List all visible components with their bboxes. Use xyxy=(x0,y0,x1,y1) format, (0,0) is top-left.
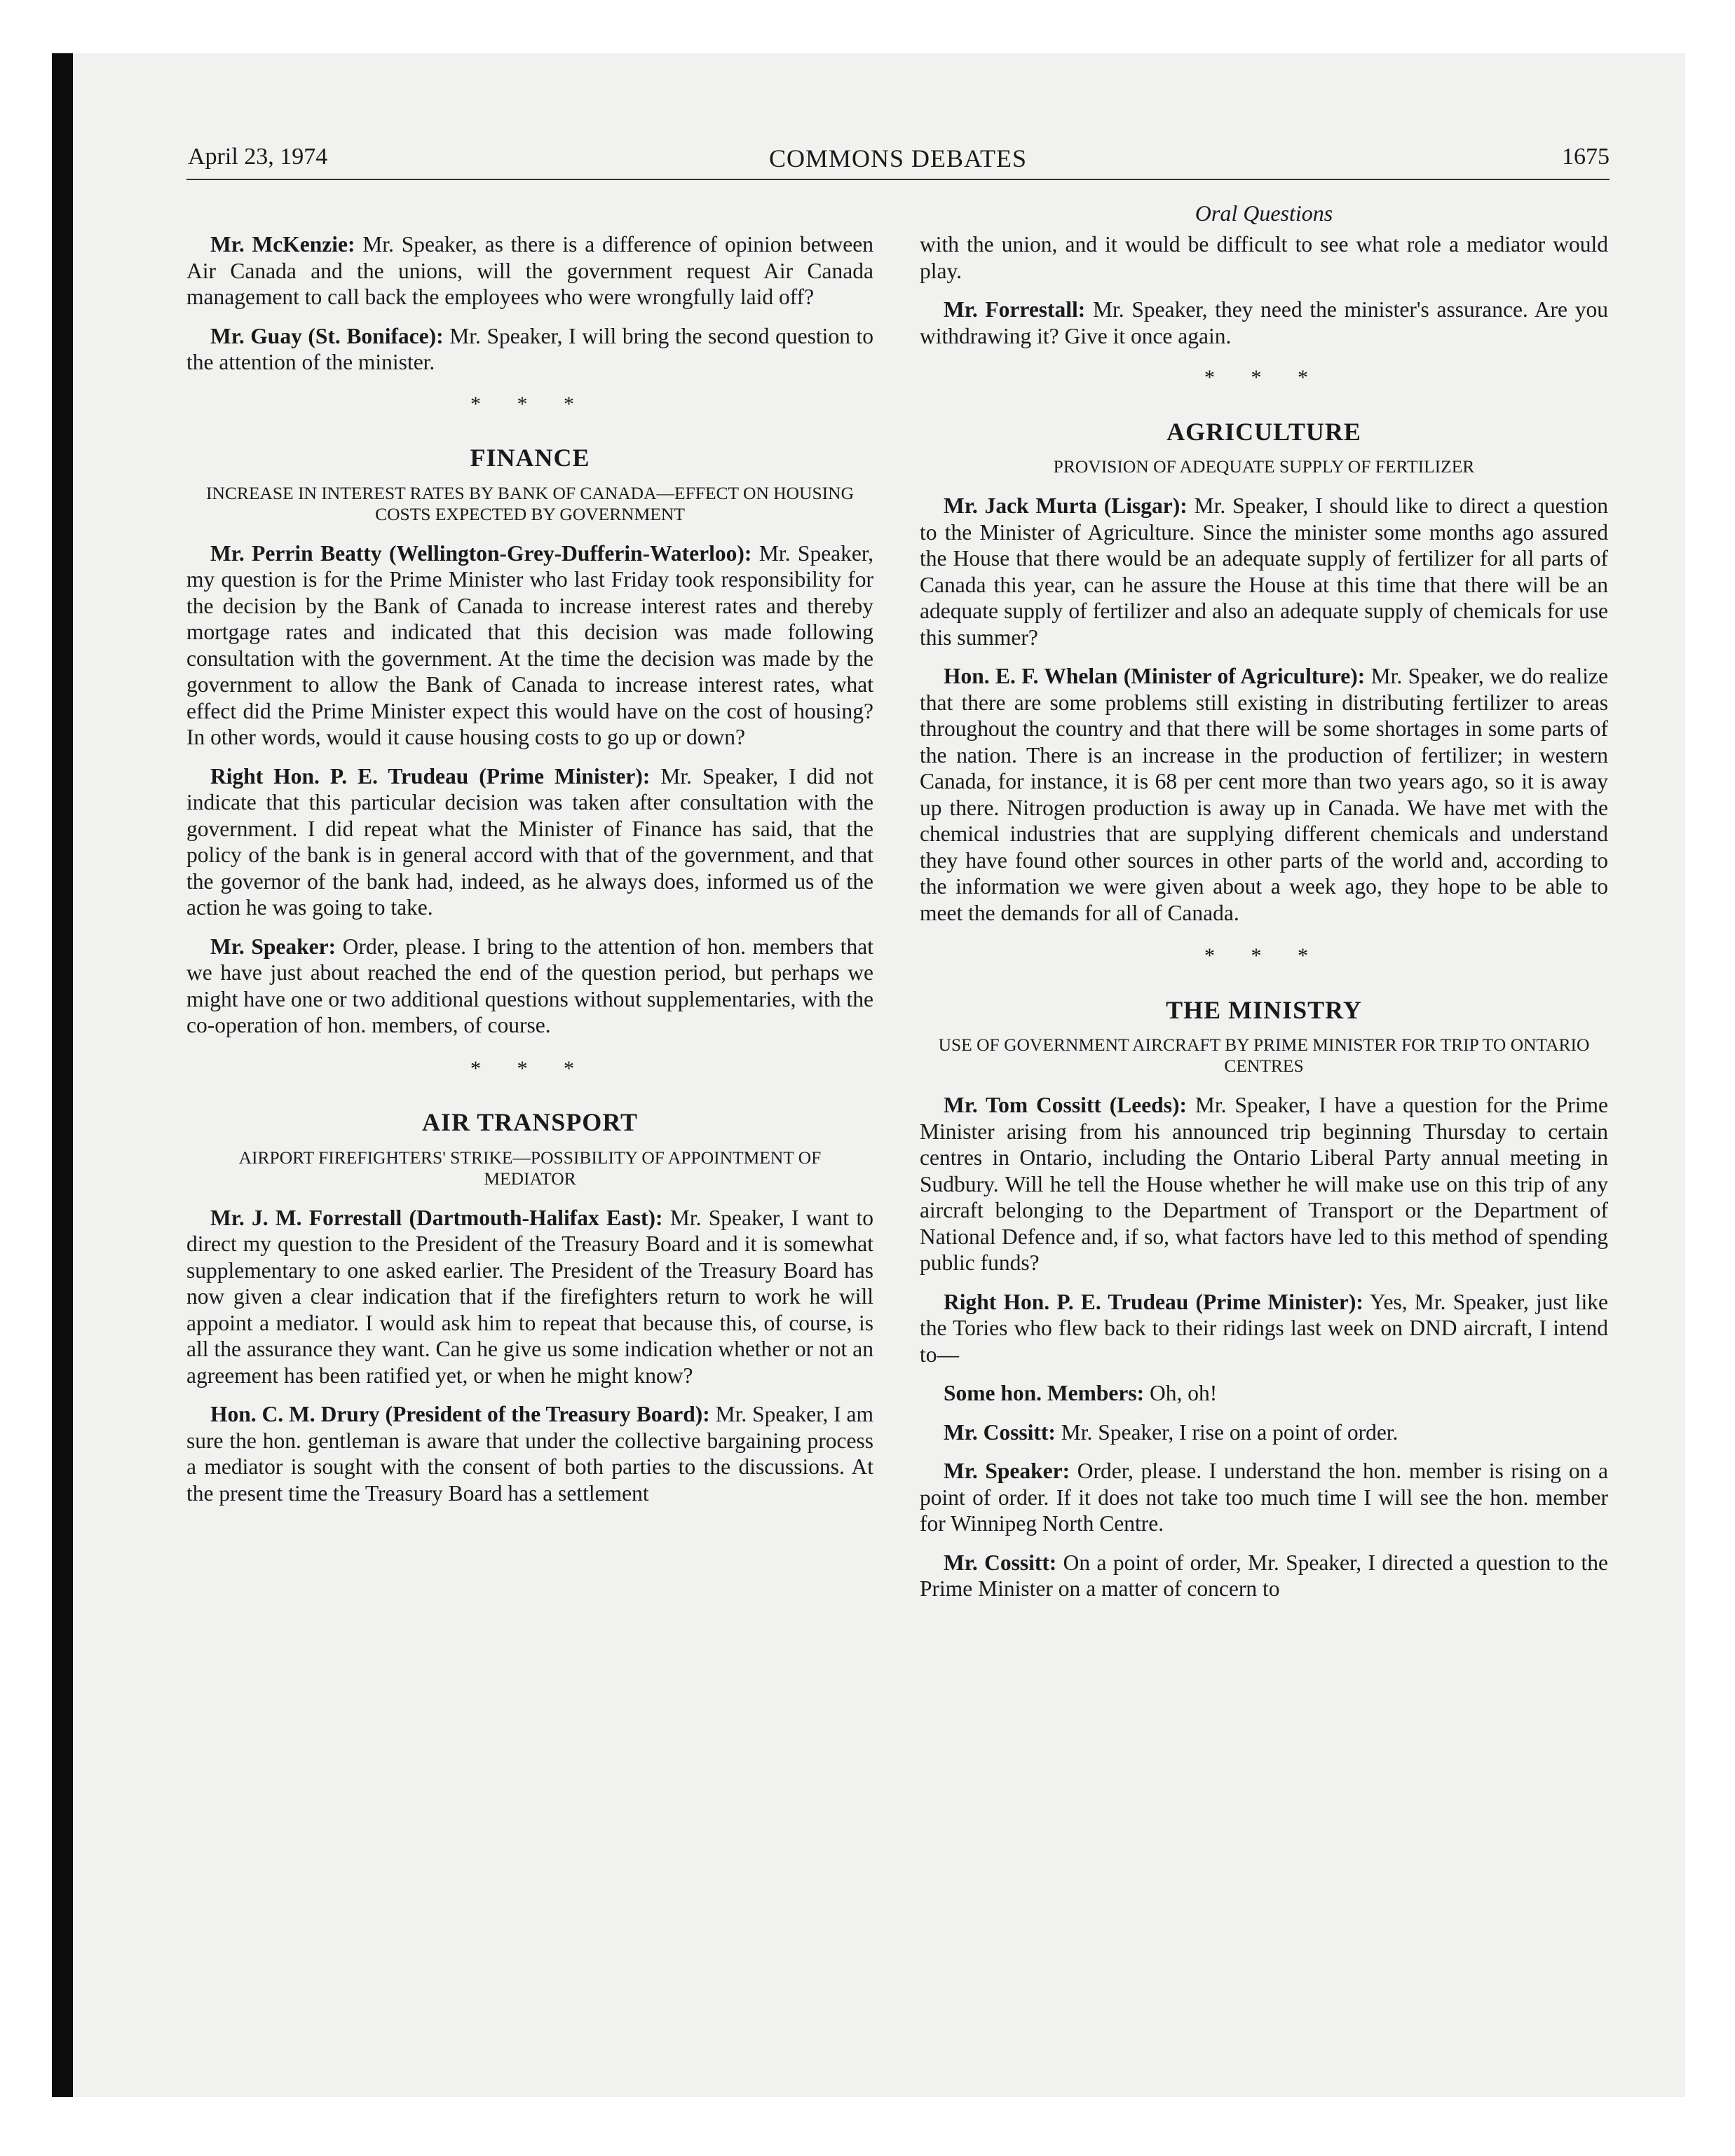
speech-text: Mr. Speaker, I should like to direct a question to the Minister of Agriculture. Since the minister some months ago assured the House that there would be an adequate supply of fertilizer for all parts of Canada this year, can he assure the House at this time that there will be an adequate supply of fertilizer and also an adequate supply of chemicals for use this summer? xyxy=(920,493,1608,650)
paragraph xyxy=(920,1092,1608,1276)
paragraph xyxy=(186,763,873,921)
speaker-name: Mr. J. M. Forrestall (Dartmouth-Halifax East): xyxy=(210,1205,663,1230)
speech-text: Mr. Speaker, I want to direct my question to the President of the Treasury Board and it is somewhat supplementary to one asked earlier. The President of the Treasury Board has now given a clear indication that if the firefighters return to work he will appoint a mediator. I would ask him to repeat that because this, of course, is all the assurance they want. Can he give us some indication whether or not an agreement has been ratified yet, or when he might know? xyxy=(186,1205,873,1388)
speech-text: Mr. Speaker, I am sure the hon. gentleman is aware that under the collective bargaining process a mediator is sought with the consent of both parties to the discussions. At the present time the Treasury Board has a settlement xyxy=(186,1402,873,1506)
paragraph xyxy=(920,1289,1608,1368)
paragraph xyxy=(920,1550,1608,1602)
paragraph xyxy=(186,1205,873,1389)
section-heading: AIR TRANSPORT xyxy=(421,1108,639,1136)
paragraph-continuation: with the union, and it would be difficult to see what role a mediator would play. xyxy=(920,232,1608,283)
paragraph xyxy=(920,1458,1608,1537)
header-date: April 23, 1974 xyxy=(188,144,328,170)
section-separator: * * * xyxy=(470,1056,590,1080)
section-subheading: AIRPORT FIREFIGHTERS' STRIKE—POSSIBILITY OF APPOINTMENT OF MEDIATOR xyxy=(238,1147,822,1189)
speech-text: Order, please. I understand the hon. member is rising on a point of order. If it does not take too much time I will see the hon. member for Winnipeg North Centre. xyxy=(920,1459,1608,1536)
left-column xyxy=(186,231,873,1519)
paragraph xyxy=(920,296,1608,349)
section-subheading: PROVISION OF ADEQUATE SUPPLY OF FERTILIZER xyxy=(1053,456,1475,477)
speech-text: Mr. Speaker, I did not indicate that this particular decision was taken after consultation with the government. I did repeat what the Minister of Finance has said, that the policy of the bank is in general accord with that of the government, and that the governor of the bank had, indeed, as he always does, informed us of the action he was going to take. xyxy=(186,763,874,920)
speech-text: Mr. Speaker, I will bring the second question to the attention of the minister. xyxy=(186,323,873,374)
paragraph xyxy=(186,934,873,1039)
speech-text: Mr. Speaker, we do realize that there are some problems still existing in distributing fertilizer to areas throughout the country and that there will be some shortages in some parts of the nation. There is an increase in the production of fertilizer; in western Canada, for instance, it is 68 per cent more than two years ago, so it is away up there. Nitrogen production is away up in Canada. We have met with the chemical industries that are supplying different chemicals and understand they have found other sources in other parts of the world and, according to the information we were given about a week ago, they hope to be able to meet the demands for all of Canada. xyxy=(920,664,1608,925)
speaker-name: Hon. E. F. Whelan (Minister of Agriculture): xyxy=(944,664,1366,688)
speaker-name: Mr. McKenzie: xyxy=(210,232,355,257)
speaker-name: Right Hon. P. E. Trudeau (Prime Minister): xyxy=(944,1289,1363,1314)
page-header xyxy=(186,144,1610,180)
paragraph xyxy=(920,663,1608,926)
speech-text: Mr. Speaker, they need the minister's assurance. Are you withdrawing it? Give it once again. xyxy=(920,297,1608,348)
section-separator: * * * xyxy=(470,392,590,416)
speaker-name: Mr. Speaker: xyxy=(210,934,336,959)
speech-text: Oh, oh! xyxy=(1144,1381,1218,1405)
section-subheading: USE OF GOVERNMENT AIRCRAFT BY PRIME MINISTER FOR TRIP TO ONTARIO CENTRES xyxy=(938,1035,1590,1076)
paragraph xyxy=(186,1401,873,1506)
paragraph xyxy=(920,1380,1608,1407)
section-separator: * * * xyxy=(1204,944,1324,967)
header-page-number: 1675 xyxy=(1562,144,1610,170)
speech-text: Mr. Speaker, as there is a difference of opinion between Air Canada and the unions, will the government request Air Canada management to call back the employees who were wrongfully laid off? xyxy=(186,232,873,309)
header-title: COMMONS DEBATES xyxy=(768,144,1028,172)
speaker-name: Hon. C. M. Drury (President of the Treasury Board): xyxy=(210,1402,710,1426)
paragraph xyxy=(186,231,873,311)
speaker-name: Mr. Forrestall: xyxy=(944,297,1086,322)
paragraph xyxy=(186,323,873,376)
running-head: Oral Questions xyxy=(1195,200,1333,226)
speech-text: Mr. Speaker, I have a question for the Prime Minister arising from his announced trip beginning Thursday to certain centres in Ontario, including the Ontario Liberal Party annual meeting in Sudbury. Will he tell the House whether he will make use on this trip of any aircraft belonging to the Department of Transport or the Department of National Defence and, if so, what factors have led to this method of spending public funds? xyxy=(920,1093,1609,1275)
speaker-name: Some hon. Members: xyxy=(944,1381,1145,1405)
scan-edge-bar xyxy=(52,53,73,2097)
speaker-name: Mr. Perrin Beatty (Wellington-Grey-Dufferin-Waterloo): xyxy=(210,540,752,566)
section-heading: FINANCE xyxy=(470,444,590,472)
speech-text: Yes, Mr. Speaker, just like the Tories who flew back to their ridings last week on DND aircraft, I intend to— xyxy=(920,1289,1608,1367)
speaker-name: Mr. Cossitt: xyxy=(944,1419,1056,1445)
section-heading: THE MINISTRY xyxy=(1166,995,1362,1024)
speaker-name: Mr. Cossitt: xyxy=(944,1550,1057,1575)
section-subheading: INCREASE IN INTEREST RATES BY BANK OF CANADA—EFFECT ON HOUSING COSTS EXPECTED BY GOVERNMENT xyxy=(206,482,854,524)
paragraph xyxy=(920,1419,1608,1446)
speaker-name: Mr. Speaker: xyxy=(944,1459,1070,1483)
section-separator: * * * xyxy=(1204,366,1324,389)
speech-text: Order, please. I bring to the attention of hon. members that we have just about reached the end of the question period, but perhaps we might have one or two additional questions without supplementaries, with the co-operation of hon. members, of course. xyxy=(186,934,873,1037)
paragraph xyxy=(186,540,873,751)
speaker-name: Mr. Guay (St. Boniface): xyxy=(210,323,444,348)
speech-text: Mr. Speaker, I rise on a point of order. xyxy=(1055,1419,1399,1445)
section-heading: AGRICULTURE xyxy=(1166,417,1361,446)
speaker-name: Mr. Tom Cossitt (Leeds): xyxy=(944,1093,1187,1117)
paragraph xyxy=(920,493,1608,650)
speaker-name: Right Hon. P. E. Trudeau (Prime Minister): xyxy=(210,763,651,789)
right-column xyxy=(920,231,1608,1615)
speech-text: On a point of order, Mr. Speaker, I directed a question to the Prime Minister on a matter of concern to xyxy=(920,1550,1608,1601)
speech-text: Mr. Speaker, my question is for the Prime Minister who last Friday took responsibility for the decision by the Bank of Canada to increase interest rates and thereby mortgage rates and indicated that this decision was made following consultation with the government. At the time the decision was made by the government to allow the Bank of Canada to increase interest rates, what effect did the Prime Minister expect this would have on the cost of housing? In other words, would it cause housing costs to go up or down? xyxy=(186,540,873,749)
speaker-name: Mr. Jack Murta (Lisgar): xyxy=(944,493,1188,518)
